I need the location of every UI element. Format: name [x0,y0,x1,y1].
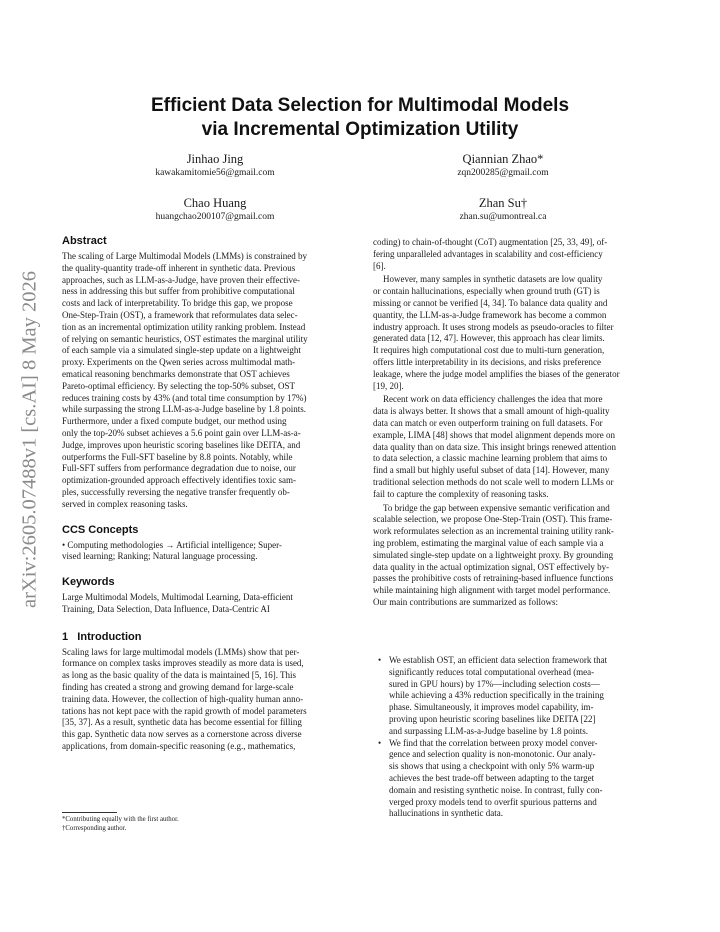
text-line: and surpassing LLM-as-a-Judge baseline by 1.8 points. [389,725,588,736]
text-line: It requires high computational cost due to multi-turn generation, [373,345,605,356]
text-line: work reformulates selection as an incremental training utility rank- [373,526,614,537]
text-line: significantly reduces total computational overhead (mea- [389,666,595,677]
text-line: generated data [12, 47]. However, this approach has clear limits. [373,333,605,344]
text-line: To bridge the gap between expensive semantic verification and [383,502,610,513]
text-line: outperforms the Full-SFT baseline by 8.8 points. Notably, while [62,451,293,462]
text-line: simulated single-step update on a lightweight proxy. By grounding [373,549,614,560]
text-line: One-Step-Train (OST), a framework that reformulates data selec- [62,309,298,320]
author-email: huangchao200107@gmail.com [155,212,275,222]
text-line: ematical reasoning benchmarks demonstrate that OST achieves [62,368,290,379]
author-name: Jinhao Jing [186,152,244,166]
author-name: Chao Huang [183,196,247,210]
text-line: proxy. Experiments on the Qwen series across multimodal math- [62,357,296,368]
text-line: tations has not kept pace with the rapid growth of model parameters [62,705,307,716]
text-line: scalable selection, we propose One-Step-Train (OST). This frame- [373,514,613,525]
text-line: Pareto-optimal efficiency. By selecting the top-50% subset, OST [62,380,295,391]
text-line: We find that the correlation between proxy model conver- [389,737,598,748]
paragraph [373,503,658,609]
text-line: [35, 37]. As a result, synthetic data has become essential for filling [62,717,302,728]
text-line: proving upon heuristic scoring baselines like DEITA [22] [389,713,596,724]
footnote: †Corresponding author. [62,824,127,832]
keywords-heading: Keywords [62,576,115,589]
keywords-line: Large Multimodal Models, Multimodal Learning, Data-efficient [62,592,293,603]
text-line: only the top-20% subset achieves a 5.6 point gain over LLM-as-a- [62,427,301,438]
text-line: reduces training costs by 43% (and total time consumption by 17%) [62,392,307,403]
keywords-line: Training, Data Selection, Data Influence, Data-Centric AI [62,603,270,614]
text-line: coding) to chain-of-thought (CoT) augmentation [25, 33, 49], of- [373,237,608,247]
title-line-2: via Incremental Optimization Utility [201,119,519,140]
text-line: approaches, such as LLM-as-a-Judge, have proven their effective- [62,274,300,285]
text-line: passes the prohibitive costs of retraining-based influence functions [373,573,614,584]
text-line: example, LIMA [48] shows that model alignment depends more on [373,429,615,440]
author-email: zhan.su@umontreal.ca [459,212,547,222]
keywords-list [62,592,347,616]
text-line: Furthermore, under a fixed compute budget, our method using [62,416,287,427]
author-block [95,196,335,223]
contribution-item [373,738,658,821]
text-line: We establish OST, an efficient data selection framework that [389,655,608,665]
right-column [373,237,658,609]
text-line: offers little interpretability in its decisions, and risks preference [373,356,602,367]
bullet-icon: • [378,737,382,748]
paragraph [373,237,658,272]
text-line: tion as an incremental optimization utility ranking problem. Instead [62,321,306,332]
footnote: *Contributing equally with the first author. [62,816,179,823]
text-line: [19, 20]. [373,380,404,391]
text-line: sured in GPU hours) by 17%—including selection costs— [389,678,600,689]
author-email: kawakamitomie56@gmail.com [155,168,275,178]
text-line: ing problem, estimating the marginal value of each sample via a [373,537,604,548]
text-line: the quality-quantity trade-off inherent in synthetic data. Previous [62,262,296,273]
text-line: gence and selection quality is non-monotonic. Our analy- [389,749,596,760]
text-line: fail to capture the complexity of reasoning tasks. [373,488,549,499]
text-line: data is always better. It shows that a small amount of high-quality [373,406,610,417]
text-line: Judge, improves upon heuristic scoring baselines like DEITA, and [62,439,301,450]
text-line: [6]. [373,260,386,271]
author-email: zqn200285@gmail.com [457,168,549,178]
text-line: ness in addressing this but suffer from prohibitive computational [62,286,295,297]
intro-body [62,647,347,753]
text-line: while achieving a 43% reduction specifically in the training [389,690,604,701]
text-line: data can match or even outperform training on full datasets. For [373,417,603,428]
left-column [62,234,347,753]
text-line: formance on complex tasks improves steadily as more data is used, [62,658,304,669]
text-line: Recent work on data efficiency challenges the idea that more [383,394,603,405]
text-line: to data selection, a classic machine learning problem that aims to [373,453,608,464]
text-line: domain and resisting synthetic noise. In contrast, fully con- [389,784,603,795]
author-name: Zhan Su† [478,196,528,210]
text-line: while maintaining high alignment with target model performance. [373,585,611,596]
contribution-list [373,655,658,820]
ccs-line: vised learning; Ranking; Natural language processing. [62,551,258,562]
text-line: quantity, the LLM-as-a-Judge framework has become a common [373,309,607,320]
text-line: data quality than on data size. This insight brings renewed attention [373,441,617,452]
bullet-icon: • [378,655,382,665]
text-line: However, many samples in synthetic datasets are low quality [383,274,603,285]
section-heading-introduction [62,632,347,644]
contribution-item [373,655,658,738]
text-line: of relying on semantic heuristics, OST estimates the marginal utility [62,333,308,344]
section-number: 1 [62,630,69,643]
footnote-rule [62,812,117,813]
text-line: ples, successfully reversing the negative transfer frequently ob- [62,486,290,497]
text-line: training data. However, the collection of high-quality human anno- [62,693,304,704]
text-line: missing or cannot be verified [4, 34]. To balance data quality and [373,297,608,308]
abstract-body [62,251,347,511]
text-line: served in complex reasoning tasks. [62,498,188,509]
text-line: Our main contributions are summarized as follows: [373,596,558,607]
text-line: phase. Simultaneously, it improves model capability, im- [389,702,594,713]
text-line: traditional selection methods do not scale well to modern LLMs or [373,476,614,487]
ccs-line: • Computing methodologies → Artificial intelligence; Super- [62,539,282,550]
abstract-heading: Abstract [62,235,107,247]
text-line: achieves the best trade-off between adapting to the target [389,772,595,783]
text-line: The scaling of Large Multimodal Models (LMMs) is constrained by [62,251,308,261]
ccs-concepts [62,540,347,564]
author-name: Qiannian Zhao* [462,152,544,166]
text-line: finding has created a strong and growing demand for large-scale [62,681,294,692]
text-line: while surpassing the strong LLM-as-a-Judge baseline by 1.8 points. [62,404,306,415]
text-line: verged proxy models tend to overfit spurious patterns and [389,796,597,807]
author-block [383,152,623,179]
title-line-1: Efficient Data Selection for Multimodal Models [150,95,570,116]
ccs-heading: CCS Concepts [62,523,139,536]
text-line: this gap. Synthetic data now serves as a cornerstone across diverse [62,729,302,740]
text-line: Scaling laws for large multimodal models (LMMs) show that per- [62,646,300,657]
text-line: data quality in the actual optimization signal, OST effectively by- [373,561,610,572]
author-block [383,196,623,223]
text-line: of each sample via a simulated single-step update on a lightweight [62,345,301,356]
paragraph [373,274,658,392]
text-line: fering unparalleled advantages in scalability and cost-efficiency [373,248,603,259]
text-line: find a small but highly useful subset of data [14]. However, many [373,465,610,476]
text-line: optimization-grounded approach effectively identifies toxic sam- [62,475,297,486]
footnotes [62,816,347,833]
text-line: Full-SFT suffers from performance degradation due to noise, our [62,463,296,474]
text-line: or contain hallucinations, especially when ground truth (GT) is [373,286,600,297]
paper-title [0,94,720,142]
arxiv-stamp: arXiv:2605.07488v1 [cs.AI] 8 May 2026 [18,270,41,609]
text-line: sis shows that using a checkpoint with only 5% warm-up [389,761,595,772]
section-title: Introduction [77,630,142,643]
text-line: applications, from domain-specific reasoning (e.g., mathematics, [62,740,296,751]
text-line: as long as the basic quality of the data is maintained [5, 16]. This [62,670,297,681]
text-line: industry approach. It uses strong models as pseudo-oracles to filter [373,321,614,332]
text-line: hallucinations in synthetic data. [389,808,503,819]
text-line: costs and lack of interpretability. To bridge this gap, we propose [62,298,293,309]
text-line: leakage, where the judge model amplifies the biases of the generator [373,368,620,379]
author-block [95,152,335,179]
paragraph [373,394,658,500]
